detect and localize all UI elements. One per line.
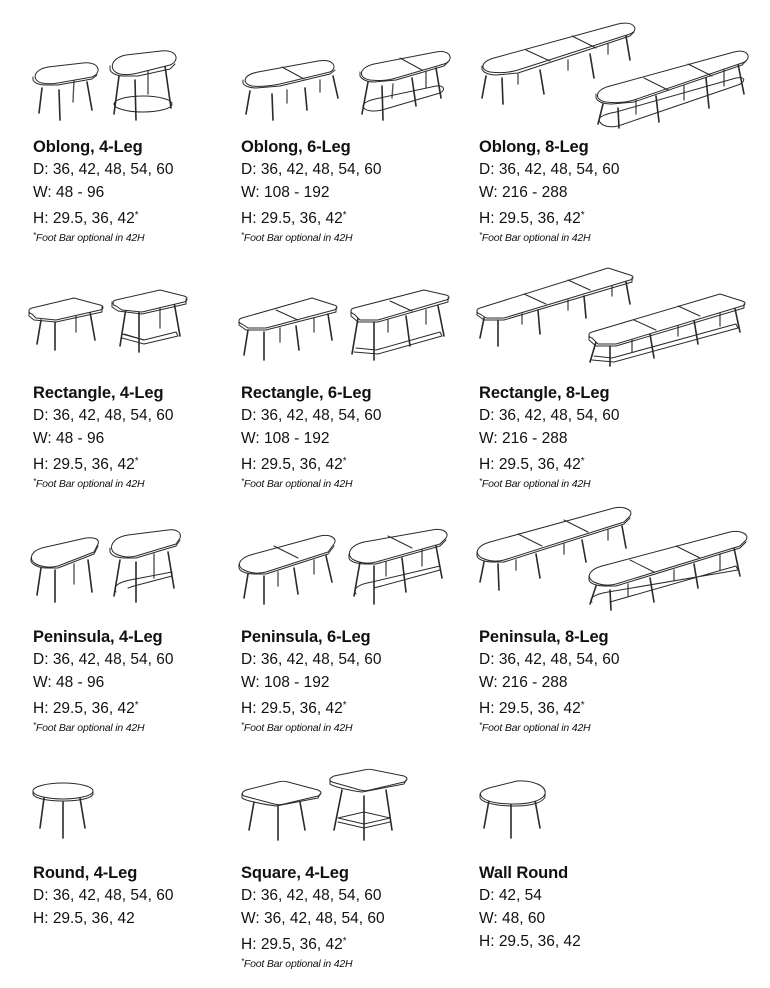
- product-card-round-4-leg: [33, 863, 173, 932]
- oblong-6-leg-table-pair-icon: [240, 48, 450, 123]
- spec-width: W: 48, 60: [479, 910, 546, 927]
- spec-width: W: 36, 42, 48, 54, 60: [241, 910, 385, 927]
- spec-height: H: 29.5, 36, 42*: [241, 210, 347, 227]
- product-card-oblong-4-leg: [33, 137, 173, 245]
- product-title: Peninsula, 4-Leg: [33, 628, 163, 646]
- peninsula-8-leg-table-pair-icon: [474, 504, 749, 604]
- product-card-peninsula-6-leg: [241, 627, 381, 735]
- spec-width: W: 216 - 288: [479, 184, 568, 201]
- peninsula-6-leg-table-pair-icon: [236, 532, 451, 607]
- foot-bar-note: *Foot Bar optional in 42H: [33, 721, 145, 734]
- spec-height: H: 29.5, 36, 42*: [33, 456, 139, 473]
- product-title: Wall Round: [479, 864, 569, 882]
- round-4-leg-table-icon: [30, 782, 100, 842]
- spec-width: W: 108 - 192: [241, 430, 330, 447]
- spec-depth: D: 36, 42, 48, 54, 60: [241, 407, 382, 424]
- spec-depth: D: 36, 42, 48, 54, 60: [479, 161, 620, 178]
- spec-width: W: 48 - 96: [33, 184, 105, 201]
- spec-height: H: 29.5, 36, 42: [479, 933, 581, 950]
- spec-width: W: 108 - 192: [241, 184, 330, 201]
- foot-bar-note: *Foot Bar optional in 42H: [479, 721, 591, 734]
- spec-depth: D: 36, 42, 48, 54, 60: [33, 161, 174, 178]
- rectangle-4-leg-table-pair-icon: [26, 288, 191, 368]
- oblong-4-leg-table-pair-icon: [30, 48, 190, 123]
- spec-width: W: 216 - 288: [479, 674, 568, 691]
- spec-width: W: 216 - 288: [479, 430, 568, 447]
- spec-depth: D: 42, 54: [479, 887, 542, 904]
- spec-depth: D: 36, 42, 48, 54, 60: [33, 651, 174, 668]
- product-title: Oblong, 6-Leg: [241, 138, 351, 156]
- wall-round-table-icon: [477, 782, 552, 842]
- product-card-square-4-leg: [241, 863, 385, 971]
- spec-depth: D: 36, 42, 48, 54, 60: [241, 651, 382, 668]
- product-card-rectangle-4-leg: [33, 383, 173, 491]
- product-title: Rectangle, 4-Leg: [33, 384, 164, 402]
- spec-height: H: 29.5, 36, 42*: [479, 700, 585, 717]
- product-card-peninsula-8-leg: [479, 627, 619, 735]
- spec-height: H: 29.5, 36, 42*: [33, 700, 139, 717]
- spec-depth: D: 36, 42, 48, 54, 60: [479, 407, 620, 424]
- spec-height: H: 29.5, 36, 42*: [241, 456, 347, 473]
- spec-depth: D: 36, 42, 48, 54, 60: [479, 651, 620, 668]
- spec-height: H: 29.5, 36, 42: [33, 910, 135, 927]
- foot-bar-note: *Foot Bar optional in 42H: [241, 231, 353, 244]
- foot-bar-note: *Foot Bar optional in 42H: [33, 477, 145, 490]
- product-title: Square, 4-Leg: [241, 864, 349, 882]
- product-title: Peninsula, 8-Leg: [479, 628, 609, 646]
- product-card-rectangle-8-leg: [479, 383, 619, 491]
- spec-depth: D: 36, 42, 48, 54, 60: [241, 887, 382, 904]
- spec-width: W: 48 - 96: [33, 674, 105, 691]
- foot-bar-note: *Foot Bar optional in 42H: [241, 957, 353, 970]
- foot-bar-note: *Foot Bar optional in 42H: [479, 231, 591, 244]
- rectangle-6-leg-table-pair-icon: [236, 290, 451, 365]
- product-title: Oblong, 8-Leg: [479, 138, 589, 156]
- rectangle-8-leg-table-pair-icon: [474, 262, 749, 362]
- spec-height: H: 29.5, 36, 42*: [241, 700, 347, 717]
- foot-bar-note: *Foot Bar optional in 42H: [241, 721, 353, 734]
- foot-bar-note: *Foot Bar optional in 42H: [479, 477, 591, 490]
- square-4-leg-table-pair-icon: [240, 768, 410, 848]
- spec-height: H: 29.5, 36, 42*: [479, 210, 585, 227]
- oblong-8-leg-table-pair-icon: [478, 18, 748, 123]
- foot-bar-note: *Foot Bar optional in 42H: [33, 231, 145, 244]
- product-card-oblong-6-leg: [241, 137, 381, 245]
- product-title: Rectangle, 6-Leg: [241, 384, 372, 402]
- spec-depth: D: 36, 42, 48, 54, 60: [241, 161, 382, 178]
- foot-bar-note: *Foot Bar optional in 42H: [241, 477, 353, 490]
- spec-height: H: 29.5, 36, 42*: [33, 210, 139, 227]
- product-title: Rectangle, 8-Leg: [479, 384, 610, 402]
- product-title: Round, 4-Leg: [33, 864, 138, 882]
- spec-height: H: 29.5, 36, 42*: [479, 456, 585, 473]
- product-card-wall-round: [479, 863, 581, 955]
- product-card-peninsula-4-leg: [33, 627, 173, 735]
- product-card-rectangle-6-leg: [241, 383, 381, 491]
- product-title: Peninsula, 6-Leg: [241, 628, 371, 646]
- product-card-oblong-8-leg: [479, 137, 619, 245]
- spec-width: W: 108 - 192: [241, 674, 330, 691]
- product-title: Oblong, 4-Leg: [33, 138, 143, 156]
- spec-depth: D: 36, 42, 48, 54, 60: [33, 407, 174, 424]
- spec-width: W: 48 - 96: [33, 430, 105, 447]
- spec-height: H: 29.5, 36, 42*: [241, 936, 347, 953]
- peninsula-4-leg-table-pair-icon: [28, 530, 188, 608]
- spec-depth: D: 36, 42, 48, 54, 60: [33, 887, 174, 904]
